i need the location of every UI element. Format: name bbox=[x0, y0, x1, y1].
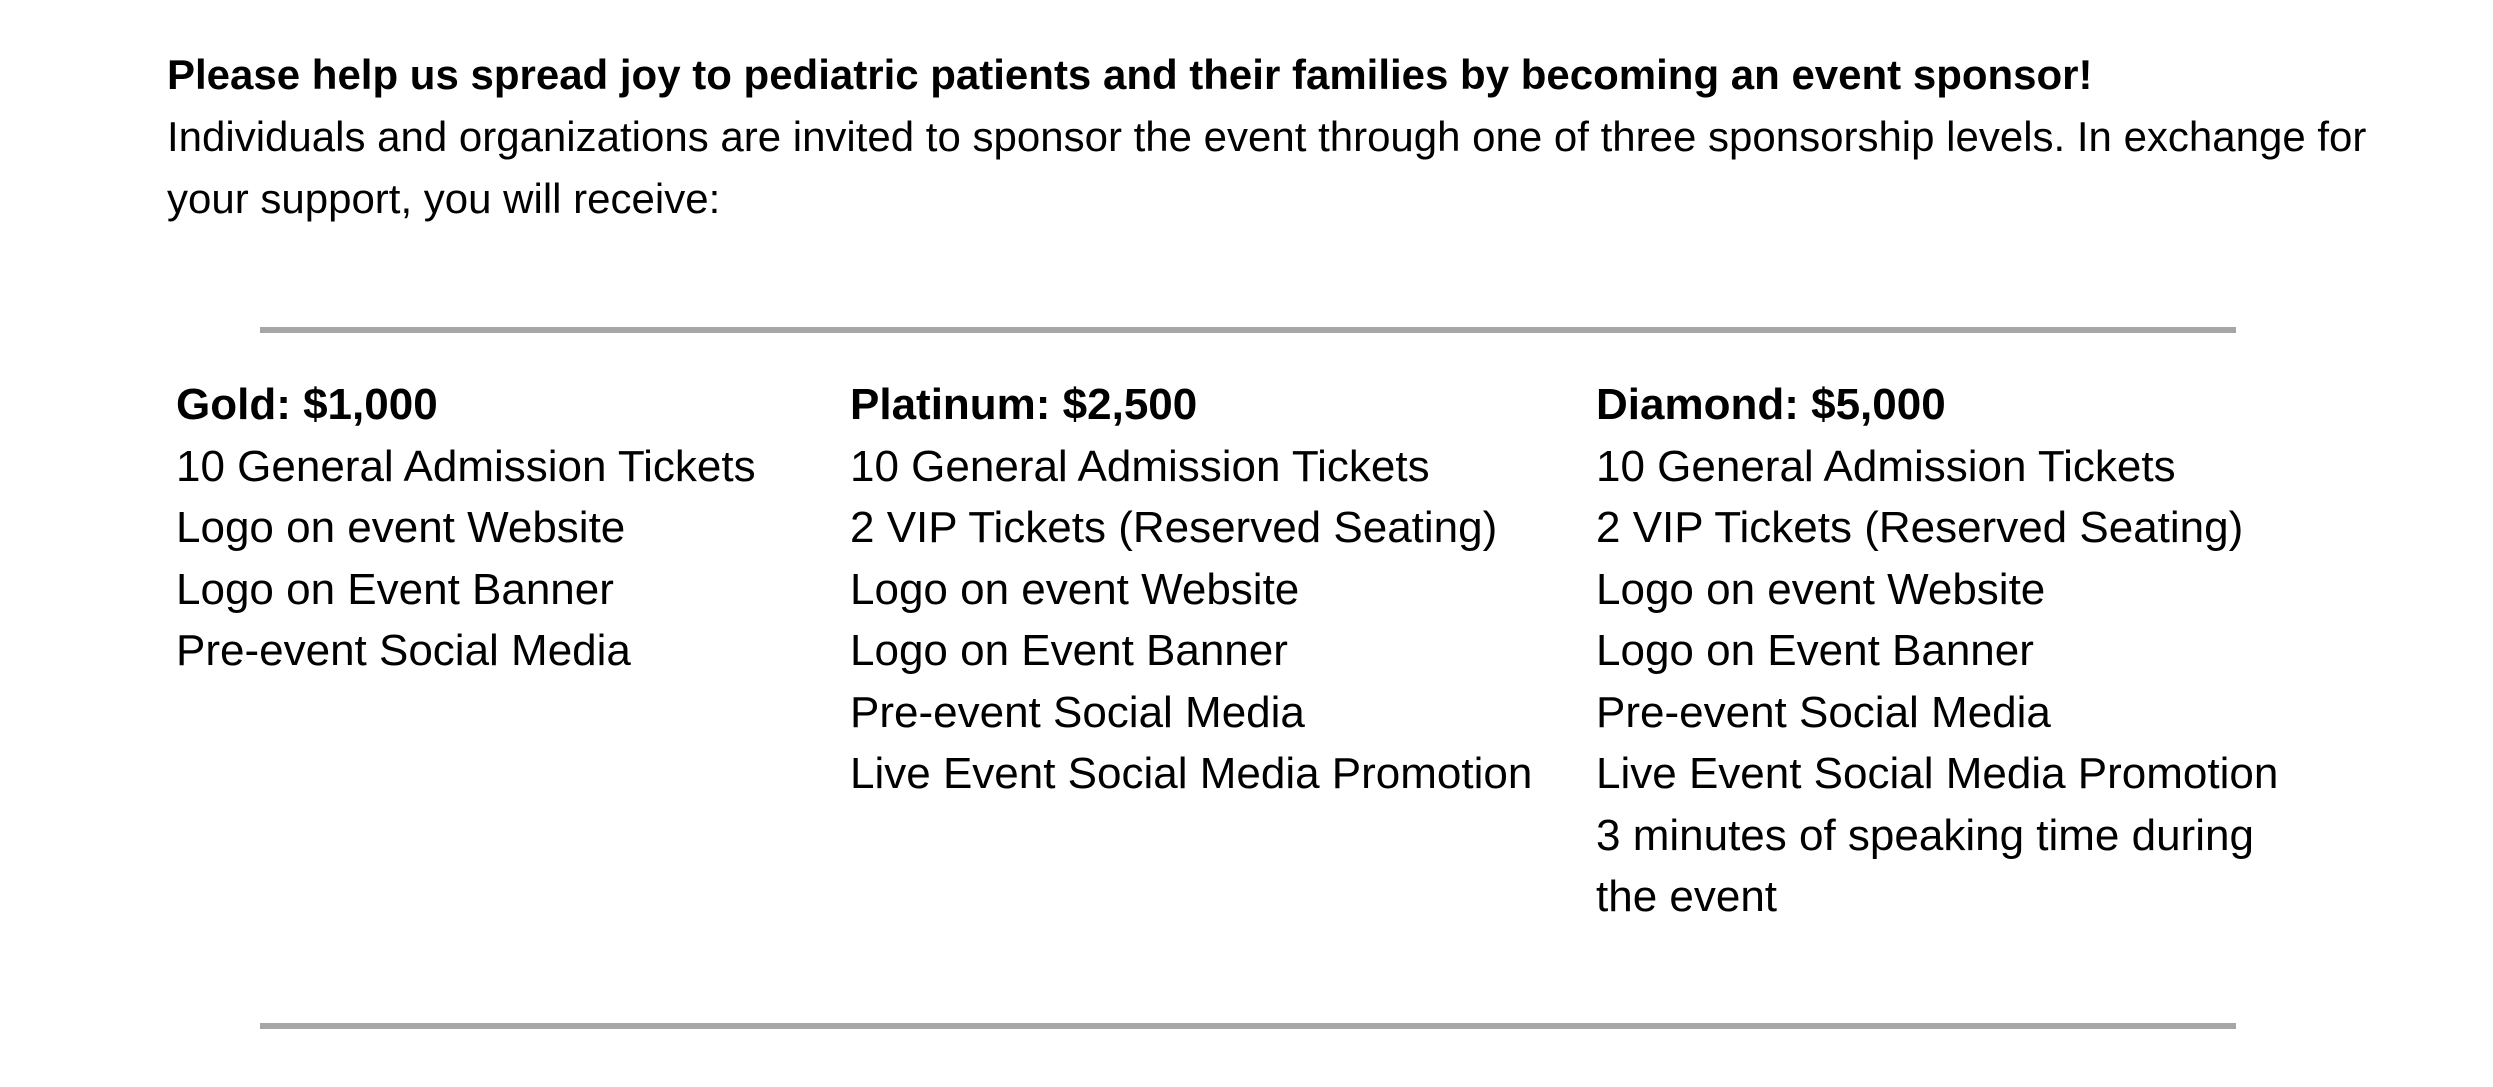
benefit-item: 2 VIP Tickets (Reserved Seating) bbox=[850, 503, 1498, 552]
tier-platinum-benefits bbox=[850, 436, 1550, 805]
tier-platinum bbox=[850, 374, 1550, 805]
benefit-item: 10 General Admission Tickets bbox=[176, 441, 756, 491]
benefit-item: 10 General Admission Tickets bbox=[1596, 441, 2176, 491]
benefit-item: Pre-event Social Media bbox=[850, 687, 1305, 737]
bottom-divider bbox=[260, 1023, 2236, 1029]
benefit-item: Logo on event Website bbox=[176, 503, 626, 552]
benefit-item: Pre-event Social Media bbox=[176, 626, 631, 675]
benefit-item: Logo on Event Banner bbox=[1596, 626, 2034, 675]
tier-gold-benefits bbox=[176, 436, 816, 682]
benefit-item: 3 minutes of speaking time during the event bbox=[1596, 810, 2254, 921]
tier-gold-title: Gold: $1,000 bbox=[176, 380, 438, 429]
benefit-item: Logo on Event Banner bbox=[176, 564, 614, 614]
benefit-item: Pre-event Social Media bbox=[1596, 687, 2051, 737]
benefit-item: 2 VIP Tickets (Reserved Seating) bbox=[1596, 503, 2244, 552]
benefit-item: Live Event Social Media Promotion bbox=[1596, 749, 2279, 798]
benefit-item: Logo on event Website bbox=[850, 564, 1300, 614]
benefit-item: Logo on event Website bbox=[1596, 564, 2046, 614]
tier-platinum-title: Platinum: $2,500 bbox=[850, 380, 1198, 429]
tier-diamond bbox=[1596, 374, 2326, 928]
benefit-item: 10 General Admission Tickets bbox=[850, 441, 1430, 491]
sponsor-headline: Please help us spread joy to pediatric patients and their families by becoming an event sponsor! bbox=[167, 51, 2093, 98]
tier-gold bbox=[176, 374, 816, 682]
top-divider bbox=[260, 327, 2236, 333]
tier-diamond-title: Diamond: $5,000 bbox=[1596, 380, 1946, 429]
benefit-item: Logo on Event Banner bbox=[850, 626, 1288, 675]
sponsor-intro-text: Individuals and organizations are invited to sponsor the event through one of three sponsorship levels. In exchange for your support, you will receive: bbox=[167, 113, 2367, 222]
benefit-item: Live Event Social Media Promotion bbox=[850, 749, 1533, 798]
tier-diamond-benefits bbox=[1596, 436, 2326, 928]
intro-paragraph bbox=[167, 44, 2407, 230]
